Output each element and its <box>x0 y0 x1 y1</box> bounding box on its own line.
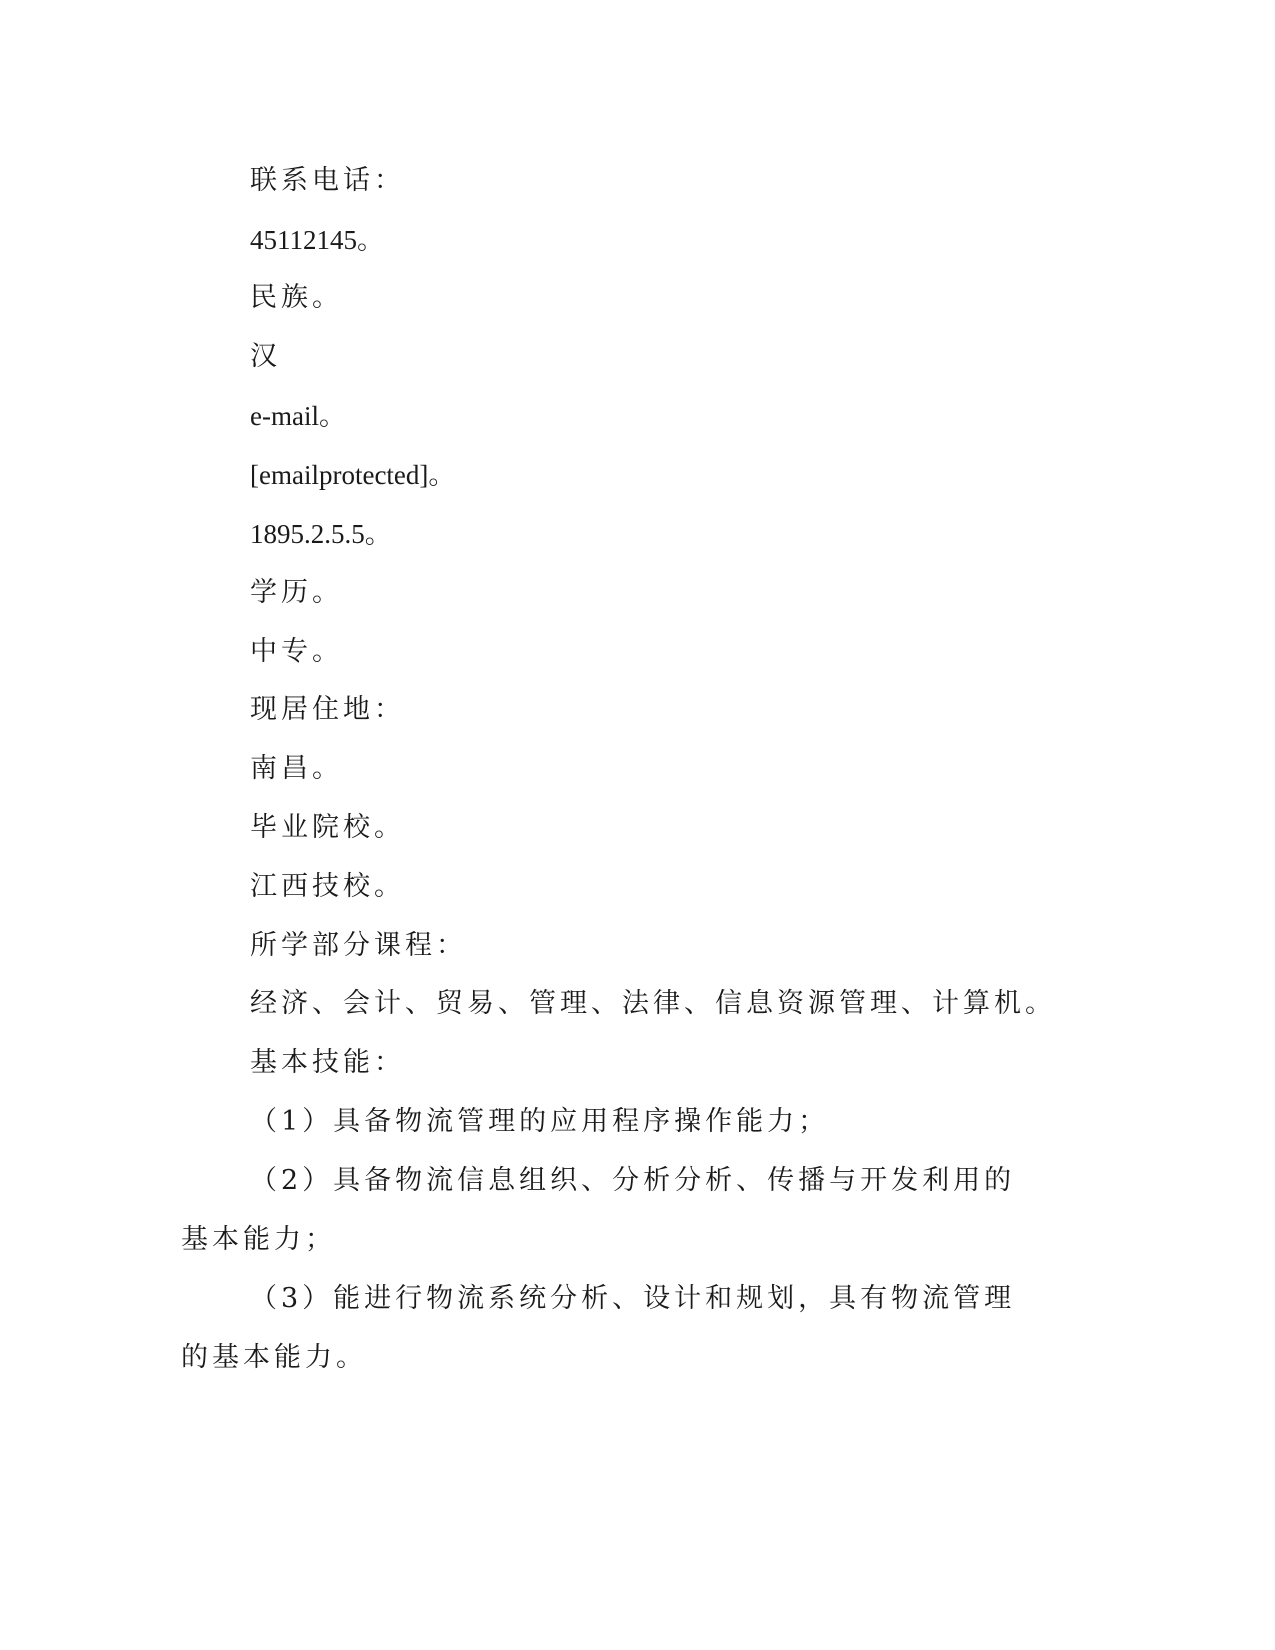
ethnicity-label: 民族。 <box>250 282 343 313</box>
residence-label: 现居住地： <box>250 694 405 725</box>
contact-phone-value: 45112145。 <box>250 225 384 255</box>
courses-value: 经济、会计、贸易、管理、法律、信息资源管理、计算机。 <box>250 988 1056 1019</box>
education-label: 学历。 <box>250 577 343 608</box>
school-value: 江西技校。 <box>250 871 405 902</box>
school-label: 毕业院校。 <box>250 812 405 843</box>
courses-label: 所学部分课程： <box>250 930 467 961</box>
ethnicity-value: 汉 <box>250 341 281 372</box>
skill-item-3: （3）能进行物流系统分析、设计和规划，具有物流管理的基本能力。 <box>181 1283 1016 1373</box>
contact-phone-label: 联系电话： <box>250 165 405 196</box>
residence-value: 南昌。 <box>250 753 343 784</box>
date-value: 1895.2.5.5。 <box>250 519 392 549</box>
email-value: [emailprotected]。 <box>250 460 456 490</box>
skill-item-1: （1）具备物流管理的应用程序操作能力； <box>250 1106 830 1137</box>
email-label: e-mail。 <box>250 401 346 431</box>
skills-label: 基本技能： <box>250 1047 405 1078</box>
education-value: 中专。 <box>250 636 343 667</box>
skill-item-2: （2）具备物流信息组织、分析分析、传播与开发利用的基本能力； <box>181 1165 1016 1255</box>
